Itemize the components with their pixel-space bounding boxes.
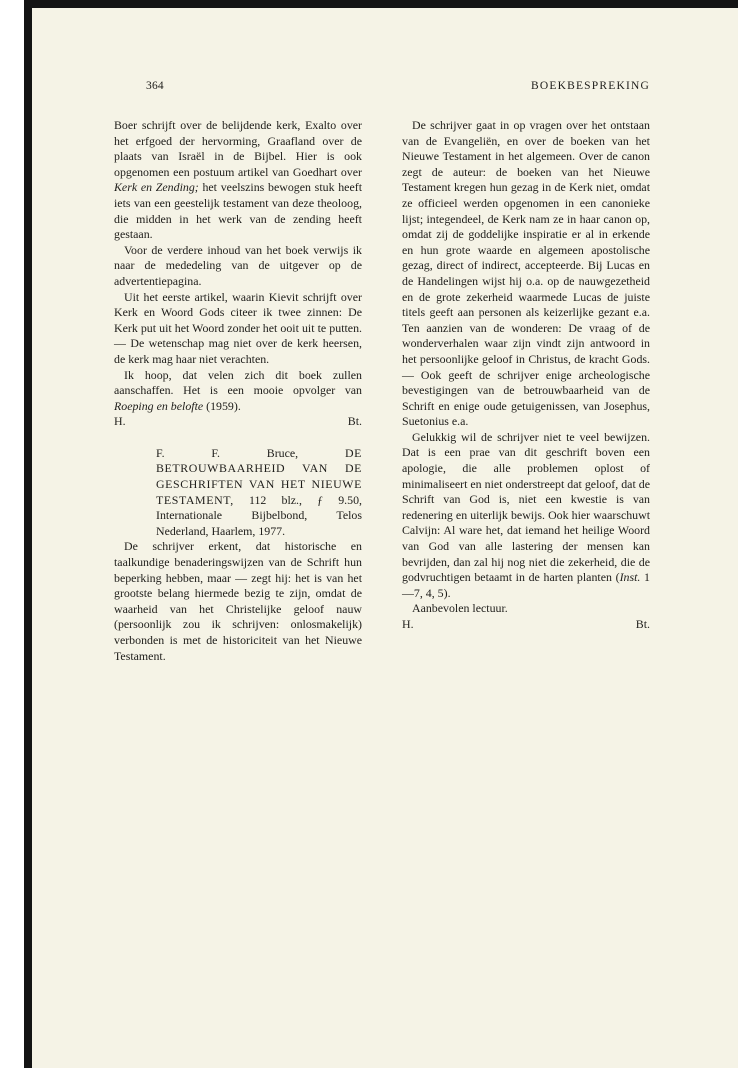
italic-inst: Inst. bbox=[619, 570, 641, 585]
review-heading bbox=[156, 446, 362, 540]
left-paragraph-2: Voor de verdere inhoud van het boek verwijs ik naar de mededeling van de uitgever op de advertentiepagina. bbox=[114, 242, 362, 288]
right-paragraph-1: De schrijver gaat in op vragen over het ontstaan van de Evangeliën, en over de boeken van het Nieuwe Testament in het algemeen. Over de canon zegt de auteur: de boeken van het Nieuwe Testament kregen hun gezag in de Kerk niet, omdat ze officieel werden opgenomen in een canonieke lijst; integendeel, de Kerk nam ze in haar canon op, omdat zij de goddelijke inspiratie er al in erkende en hun grote waarde en algemeen apostolische gezag, direct of indirect, accepteerde. Bij Lucas en de Handelingen wijst hij o.a. op de nauwgezetheid en de grote zekerheid waarmede Lucas de juiste titels geeft aan personen als keizerlijke gezant e.a. Ten aanzien van de wonderen: De vraag of de wonderverhalen waar zijn vindt zijn antwoord in het persoonlijke geloof in Christus, de kracht Gods. — Ook geeft de schrijver enige archeologische bevestigingen van de betrouwbaarheid van de Schrift en enige oude getuigenissen, van Josephus, Suetonius e.a. bbox=[402, 118, 650, 429]
page-header bbox=[114, 80, 650, 100]
right-paragraph-3: Aanbevolen lectuur. bbox=[412, 601, 508, 616]
signature-author: Bt. bbox=[635, 617, 650, 631]
left-paragraph-1: Boer schrijft over de belijdende kerk, Exalto over het erfgoed der hervorming, Graafland over de plaats van Israël in de Bijbel. Hier is ook opgenomen een postuum artikel van Goedhart over Kerk en Zending; het veelszins bewogen stuk heeft iets van een geestelijk testament van deze theoloog, die midden in het werk van de zending heeft gestaan. bbox=[114, 118, 363, 242]
signature-2 bbox=[402, 617, 650, 633]
running-head: BOEKBESPREKING bbox=[530, 80, 650, 92]
scan-edge-left bbox=[24, 0, 32, 1068]
left-column bbox=[114, 118, 362, 664]
left-paragraph-3: Uit het eerste artikel, waarin Kievit schrijft over Kerk en Woord Gods citeer ik twee zinnen: De Kerk put uit het Woord zonder het ooit uit te putten. — De wetenschap mag niet over de kerk heersen, de kerk mag haar niet verachten. bbox=[114, 289, 362, 366]
review-book-title: DE BETROUWBAARHEID VAN DE GESCHRIFTEN VAN HET NIEUWE TESTAMENT, bbox=[156, 445, 362, 507]
signature-initial: H. bbox=[402, 617, 414, 631]
right-paragraph-2: Gelukkig wil de schrijver niet te veel bewijzen. Dat is een prae van dit geschrift boven een apologie, die alle problemen oplost of minimaliseert en niet onderstreept dat geloof, dat de Schrift van God is, niet een kwestie is van redenering en uiterlijk bewijs. Ook hier waarschuwt Calvijn: Al ware het, dat iemand het heilige Woord van God van alle lastering der mensen kan bevrijden, dan zal hij nog niet die zekerheid, die de godvruchtigen betaamt in de harten planten (Inst. 1—7, 4, 5). bbox=[402, 429, 651, 600]
signature-author: Bt. bbox=[347, 414, 362, 429]
italic-title-roeping-en-belofte: Roeping en belofte bbox=[114, 398, 204, 413]
italic-title-kerk-en-zending: Kerk en Zending; bbox=[114, 180, 199, 195]
signature-1 bbox=[114, 414, 362, 430]
signature-initial: H. bbox=[114, 414, 126, 429]
scan-edge-top bbox=[24, 0, 738, 8]
left-paragraph-5: De schrijver erkent, dat historische en taalkundige benaderingswijzen van de Schrift hun beperking hebben, maar — zegt hij: het is van het grootste belang hiermede bezig te zijn, omdat de waarheid van het Christelijke geloof nauw (persoonlijk zou ik schrijven: onlosmakelijk) verbonden is met de historiciteit van het Nieuwe Testament. bbox=[114, 539, 362, 663]
page-number: 364 bbox=[146, 80, 164, 92]
review-publication-details: 112 blz., ƒ 9.50, Internationale Bijbelbond, Telos Nederland, Haarlem, 1977. bbox=[156, 492, 362, 538]
right-column bbox=[402, 118, 650, 633]
review-author: F. F. Bruce, bbox=[156, 445, 299, 460]
left-paragraph-4: Ik hoop, dat velen zich dit boek zullen aanschaffen. Het is een mooie opvolger van Roeping en belofte (1959). bbox=[114, 367, 362, 413]
